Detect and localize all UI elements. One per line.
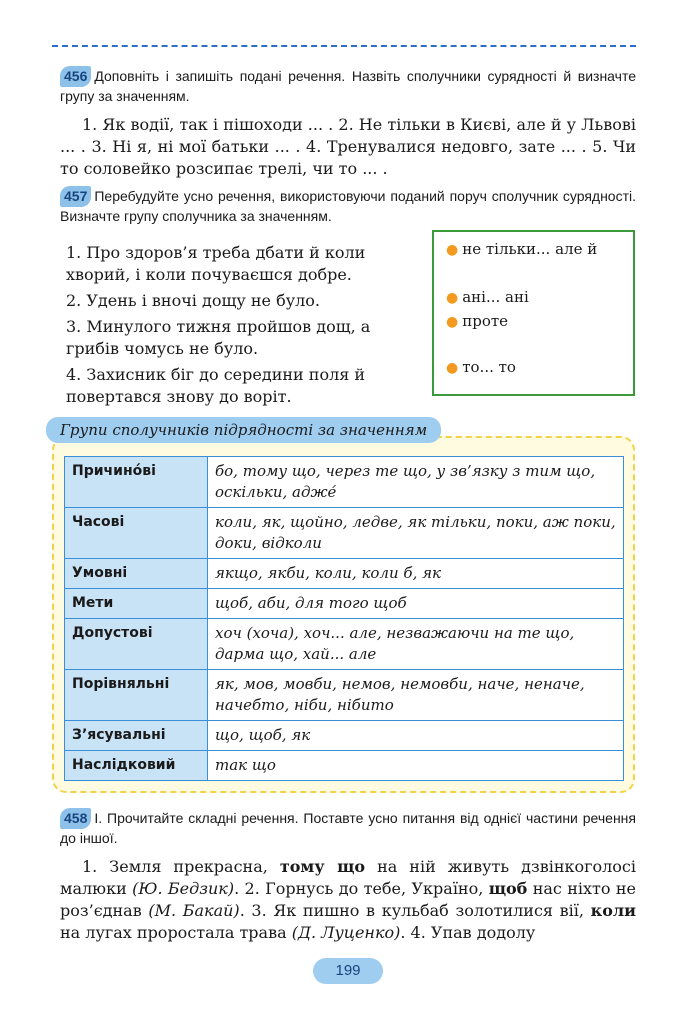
table-row: [65, 670, 624, 721]
table-row: [65, 721, 624, 751]
examples-cell: бо, тому що, через те що, у зв’язку з тим що, оскільки, адже́: [208, 457, 624, 508]
examples-cell: що, щоб, як: [208, 721, 624, 751]
conjunction-item: ● не тільки... але й: [446, 240, 598, 258]
task-457: [60, 186, 636, 226]
task-458-instruction-block: [60, 808, 636, 848]
bullet-icon: ●: [446, 314, 459, 330]
sentence-item: 4. Захисник біг до середини поля й повертався знову до воріт.: [66, 365, 366, 406]
conjunctions-table: [64, 456, 624, 781]
category-cell: Допустові: [65, 619, 208, 670]
examples-cell: як, мов, мовби, немов, немовби, наче, неначе, начебто, ніби, нібито: [208, 670, 624, 721]
category-cell: Умовні: [65, 559, 208, 589]
task-458-text: 1. Земля прекрасна, тому що на ній живуть дзвінкоголосі малюки (Ю. Бедзик). 2. Горнусь до тебе, Україно, щоб нас ніхто не роз’єднав (М. Бакай). 3. Як пишно в кульбаб золотилися вії, коли на лугах проростала трава (Д. Луценко). 4. Упав додолу: [60, 857, 637, 942]
table-row: [65, 589, 624, 619]
bullet-icon: ●: [446, 242, 459, 258]
bullet-icon: ●: [446, 360, 459, 376]
task-456: [60, 66, 636, 180]
sentence-item: 2. Удень і вночі дощу не було.: [66, 291, 320, 310]
category-cell: Часові: [65, 508, 208, 559]
sentence-item: 1. Про здоров’я треба дбати й коли хворий, і коли почуваєшся добре.: [66, 243, 366, 284]
sentence-item: 3. Минулого тижня пройшов дощ, а грибів чомусь не було.: [66, 317, 371, 358]
task-457-badge: 457: [60, 186, 91, 207]
category-cell: Порівняльні: [65, 670, 208, 721]
examples-cell: щоб, аби, для того щоб: [208, 589, 624, 619]
conjunction-item: ● ані... ані: [446, 288, 529, 306]
examples-cell: хоч (хоча), хоч... але, незважаючи на те що, дарма що, хай... але: [208, 619, 624, 670]
task-456-text: 1. Як водії, так і пішоходи ... . 2. Не тільки в Києві, але й у Львові ... . 3. Ні я, ні мої батьки ... . 4. Тренувалися недовго, зате ... . 5. Чи то соловейко розсипає трелі, чи то ... .: [60, 115, 636, 178]
task-456-instruction-block: [60, 66, 636, 106]
table-title: Групи сполучників підрядності за значенням: [46, 417, 441, 443]
bullet-icon: ●: [446, 290, 459, 306]
conjunction-item: ● то... то: [446, 358, 516, 376]
table-row: [65, 751, 624, 781]
conjunction-item: ● проте: [446, 312, 509, 330]
task-457-instruction: Перебудуйте усно речення, використовуючи поданий поруч сполучник сурядності. Визначте групу сполучника за значенням.: [60, 188, 636, 224]
task-456-instruction: Доповніть і запишіть подані речення. Назвіть сполучники сурядності й визначте групу за значенням.: [60, 68, 636, 104]
category-cell: Наслідковий: [65, 751, 208, 781]
examples-cell: якщо, якби, коли, коли б, як: [208, 559, 624, 589]
task-458: [60, 808, 636, 944]
page-number: 199: [313, 958, 383, 984]
table-row: [65, 559, 624, 589]
table-row: [65, 619, 624, 670]
table-row: [65, 508, 624, 559]
task-458-badge: 458: [60, 808, 91, 829]
category-cell: З’ясувальні: [65, 721, 208, 751]
table-row: [65, 457, 624, 508]
examples-cell: коли, як, щойно, ледве, як тільки, поки, аж поки, доки, відколи: [208, 508, 624, 559]
task-456-badge: 456: [60, 66, 91, 87]
task-457-instruction-block: [60, 186, 636, 226]
task-458-instruction: І. Прочитайте складні речення. Поставте усно питання від однієї частини речення до іншої.: [60, 810, 636, 846]
category-cell: Причино́ві: [65, 457, 208, 508]
category-cell: Мети: [65, 589, 208, 619]
task-457-sentences: [66, 242, 400, 412]
examples-cell: так що: [208, 751, 624, 781]
top-dashed-rule: [52, 45, 636, 47]
conjunction-box: [432, 230, 635, 396]
